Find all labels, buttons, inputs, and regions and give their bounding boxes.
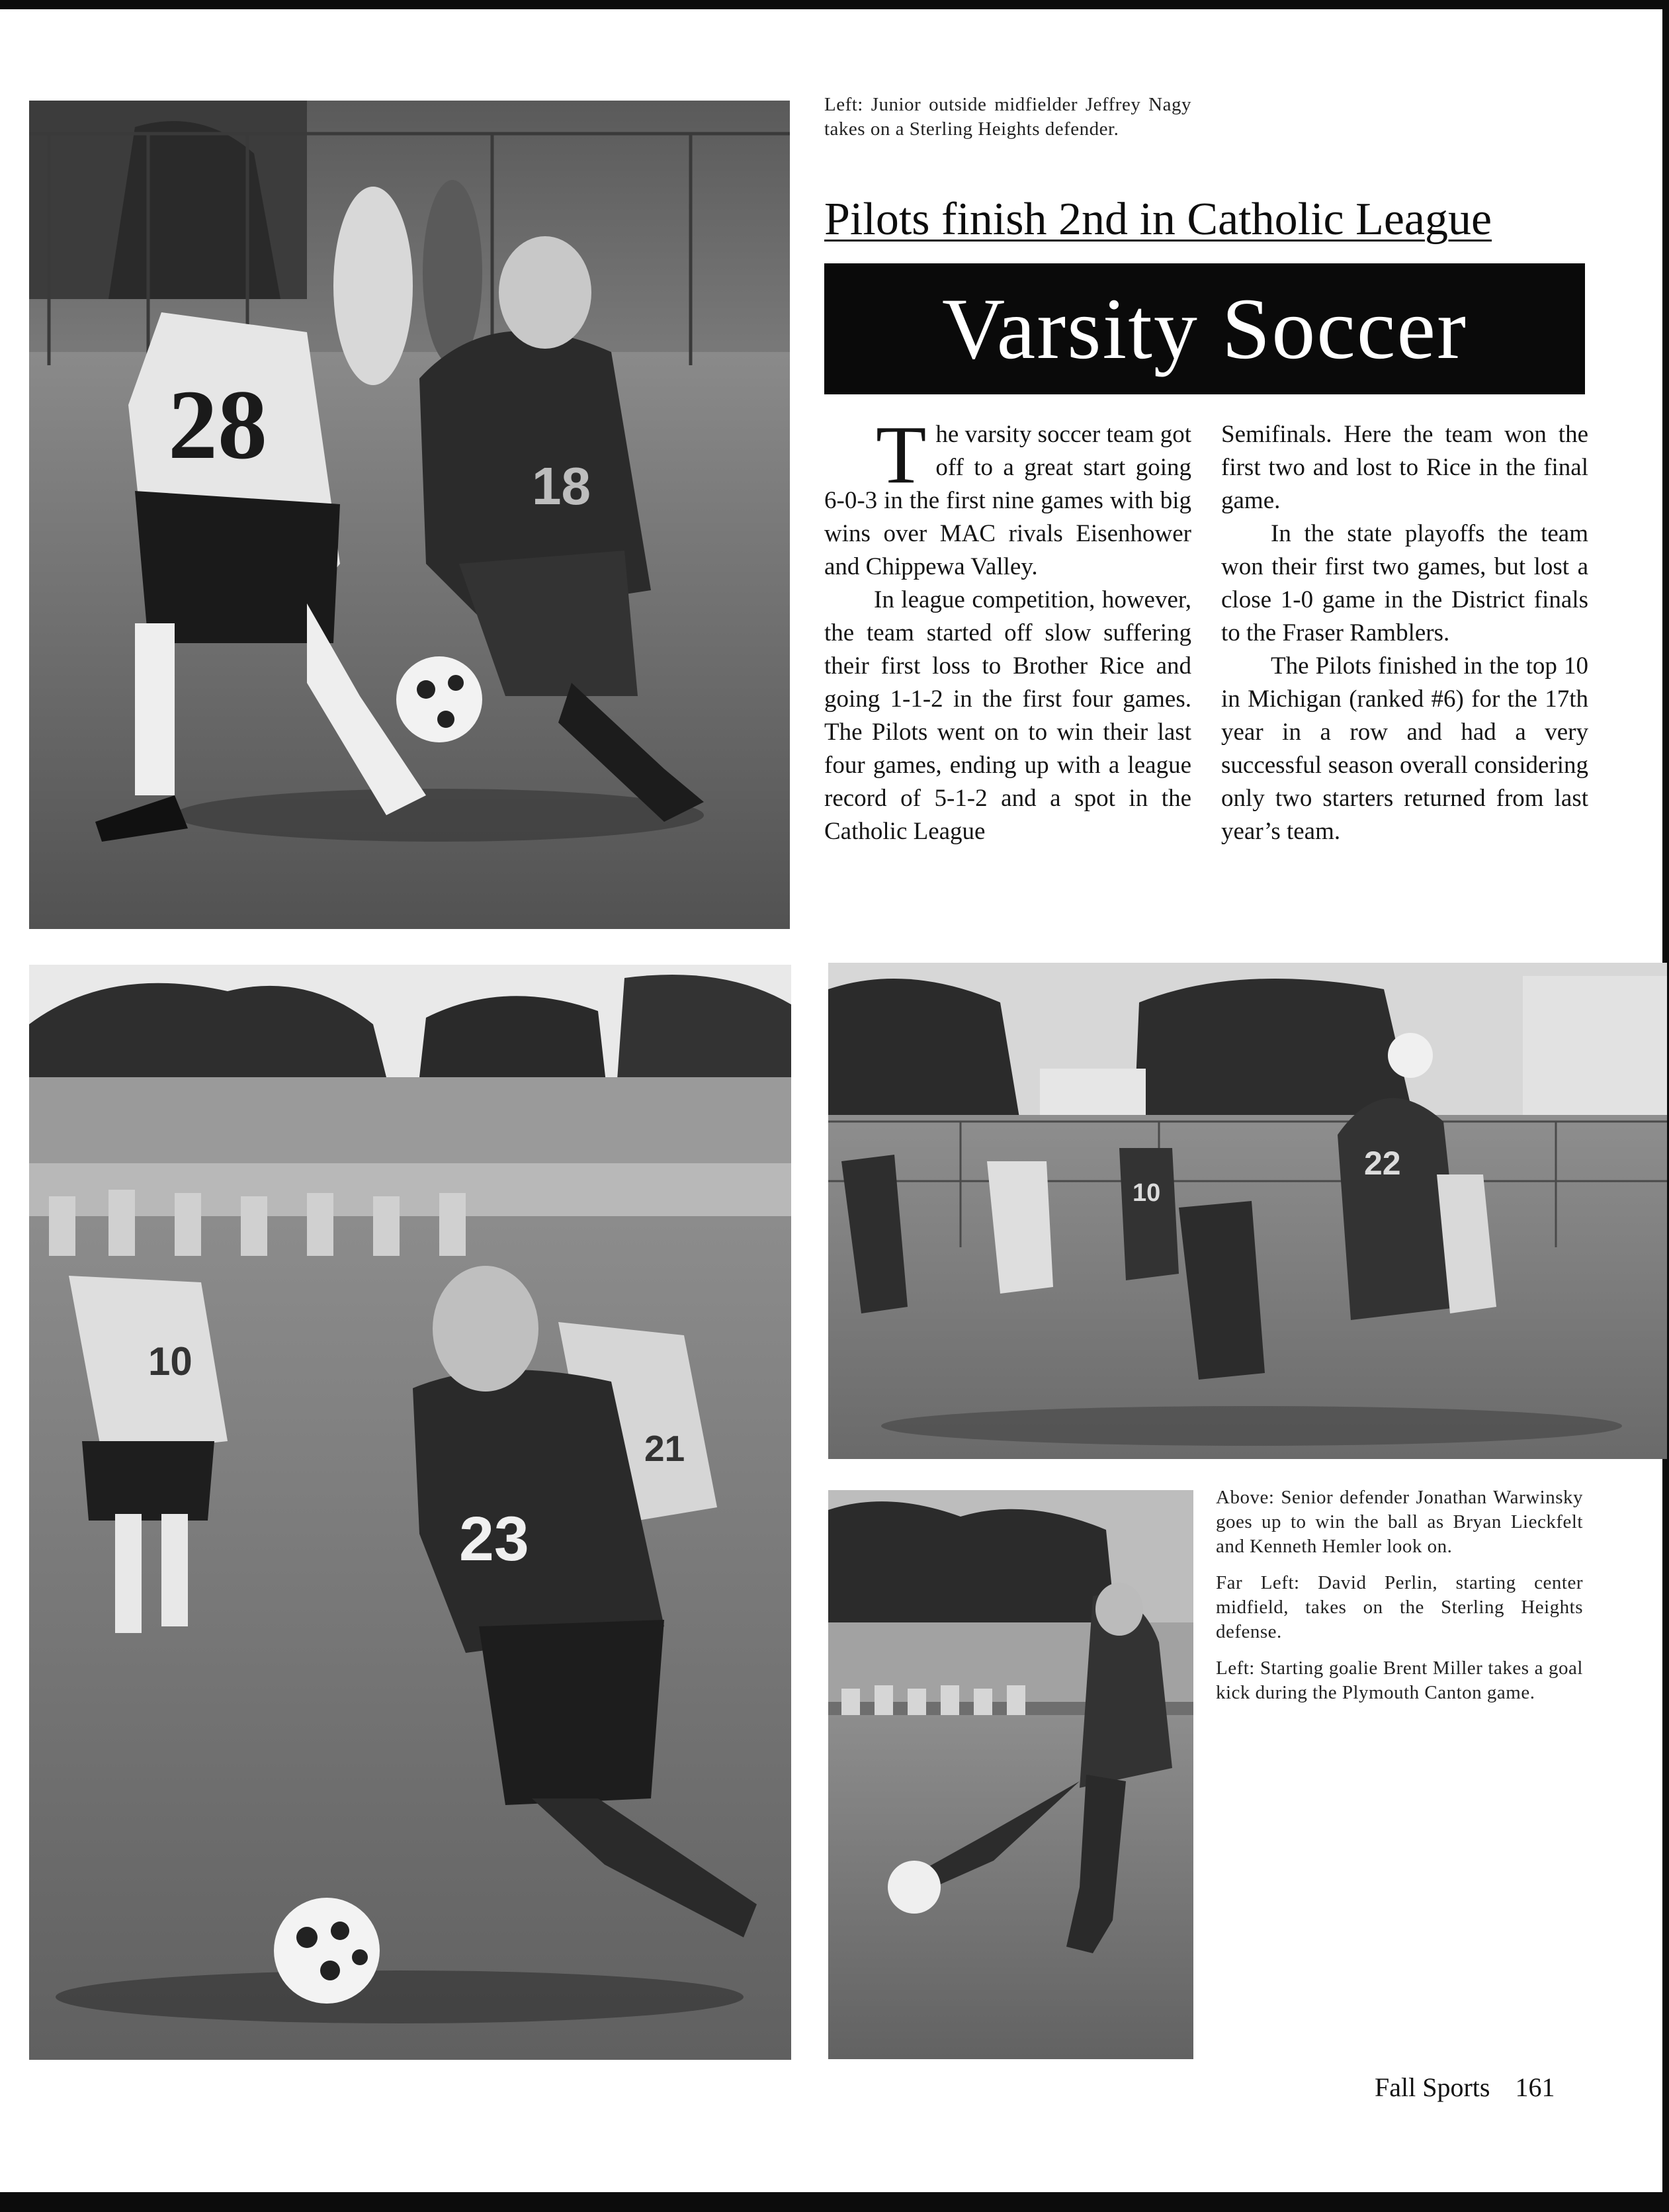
article-paragraph: In league competition, however, the team started off slow suffering their first loss to Brother Rice and going 1-1-2 in the first four games. The Pilots went on to win their last four games, ending up with a league record of 5-1-2 and a spot in the Catholic League [824,586,1191,845]
photo-mid-right-image [828,963,1667,1459]
title-banner [824,263,1585,394]
jersey-number-10: 10 [1133,1179,1161,1207]
page-number: 161 [1515,2072,1555,2102]
photo-center-midfield-dribble [29,965,791,2060]
caption-above: Above: Senior defender Jonathan Warwinsky goes up to win the ball as Bryan Lieckfelt and Kenneth Hemler look on. [1216,1487,1583,1557]
scan-edge-top [0,0,1669,9]
article-paragraph [824,410,1191,584]
photo-midfielder-vs-defender [29,101,790,929]
jersey-number-21: 21 [644,1428,685,1469]
article-paragraph: Semifinals. Here the team won the first two and lost to Rice in the final game. [1221,421,1588,514]
photo-top-left-image [29,101,790,929]
photo-bottom-mid-image [828,1490,1193,2059]
photo-goalie-goal-kick [828,1490,1193,2059]
section-name: Fall Sports [1375,2072,1490,2102]
photo-bottom-left-image [29,965,791,2060]
page-footer [1375,2071,1555,2104]
article-paragraph-text: he varsity soccer team got off to a great start going 6-0-3 in the first nine games with big wins over MAC rivals Eisenhower and Chippewa Valley. [824,421,1191,580]
caption-top-photo: Left: Junior outside midfielder Jeffrey Nagy takes on a Sterling Heights defender. [824,94,1191,140]
caption-left: Left: Starting goalie Brent Miller takes a goal kick during the Plymouth Canton game. [1216,1658,1583,1703]
jersey-number-28: 28 [168,370,267,480]
subheadline: Pilots finish 2nd in Catholic League [824,194,1492,245]
caption-far-left: Far Left: David Perlin, starting center midfield, takes on the Sterling Heights defense. [1216,1572,1583,1642]
article-paragraph: The Pilots finished in the top 10 in Michigan (ranked #6) for the 17th year in a row and had a very successful season overall considering only two starters returned from last year’s team. [1221,652,1588,845]
article-column-right [1221,418,1588,848]
photo-header-defender [828,963,1667,1459]
jersey-number-23: 23 [459,1504,529,1574]
caption-group-right [1216,1485,1583,1717]
article-column-left [824,410,1191,848]
jersey-number-22: 22 [1364,1145,1401,1182]
drop-cap: T [876,410,927,501]
jersey-number-10: 10 [148,1339,193,1384]
scan-edge-bottom [0,2192,1669,2212]
page-title: Varsity Soccer [941,280,1468,377]
article-paragraph: In the state playoffs the team won their first two games, but lost a close 1-0 game in the District finals to the Fraser Ramblers. [1221,520,1588,646]
jersey-number-18: 18 [532,457,591,515]
